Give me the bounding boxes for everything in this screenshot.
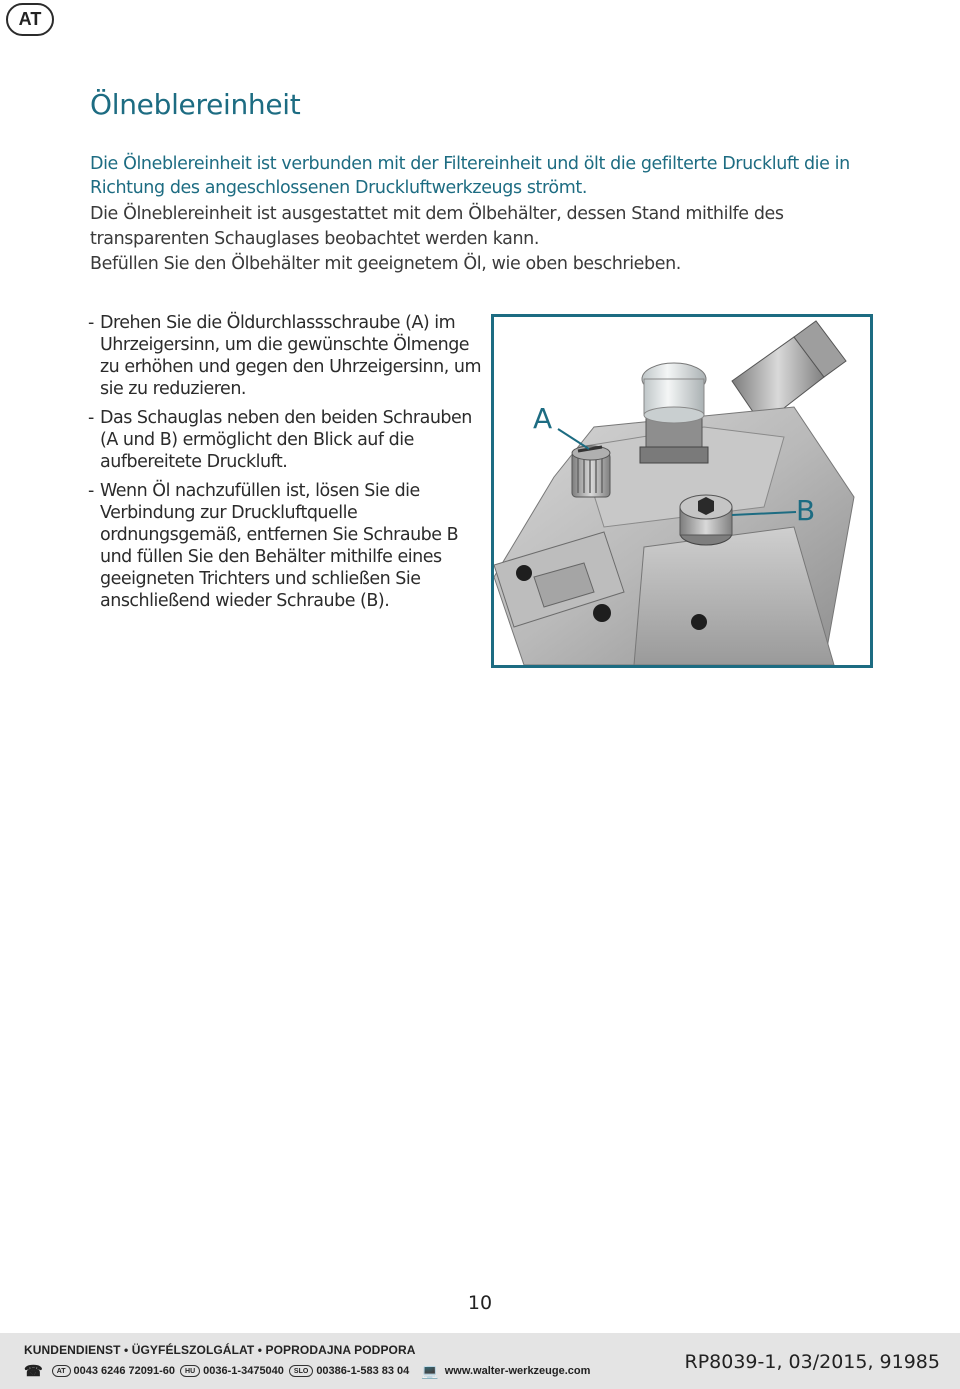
footer-heading: KUNDENDIENST • ÜGYFÉLSZOLGÁLAT • POPRODAJNA PODPORA [24,1343,416,1357]
intro-paragraph: Befüllen Sie den Ölbehälter mit geeignetem Öl, wie oben beschrieben. [90,254,681,274]
instruction-text: Wenn Öl nachzufüllen ist, lösen Sie die Verbindung zur Druckluftquelle ordnungsgemäß, entfernen Sie Schraube B und füllen Sie den Behälter mithilfe eines geeigneten Trichters und schließen Sie anschließend wieder Schraube (B). [100,481,459,611]
phone-number: 00386-1-583 83 04 [316,1365,410,1377]
country-badge: AT [52,1365,71,1377]
callout-label-a: A [533,402,553,435]
intro-paragraph: Die Ölneblereinheit ist ausgestattet mit dem Ölbehälter, dessen Stand mithilfe des transparenten Schauglases beobachtet werden kann. [90,204,784,249]
lubricator-photo [491,314,873,668]
footer-bar [0,1333,960,1389]
language-badge: AT [6,3,54,36]
page-title: Ölneblereinheit [90,88,301,121]
lubricator-illustration [494,317,870,665]
instruction-list [88,312,483,619]
list-dash: - [88,481,94,501]
telephone-icon: ☎ [24,1363,43,1380]
document-reference: RP8039-1, 03/2015, 91985 [684,1351,940,1373]
phone-number: 0036-1-3475040 [203,1365,284,1377]
phone-number: 0043 6246 72091-60 [73,1365,176,1377]
list-dash: - [88,313,94,333]
country-badge: SLO [289,1365,313,1377]
instruction-item [88,407,483,473]
intro-highlight: Die Ölneblereinheit ist verbunden mit der Filtereinheit und ölt die gefilterte Druckluft die in Richtung des angeschlossenen Druckluftwerkzeugs strömt. [90,154,850,198]
instruction-item [88,312,483,400]
instruction-text: Das Schauglas neben den beiden Schrauben (A und B) ermöglicht den Blick auf die aufbereitete Druckluft. [100,408,472,472]
page-number: 10 [467,1292,493,1314]
contact-line [24,1362,590,1380]
intro-text [90,202,890,277]
callout-label-b: B [796,494,816,527]
list-dash: - [88,408,94,428]
instruction-text: Drehen Sie die Öldurchlassschraube (A) im Uhrzeigersinn, um die gewünschte Ölmenge zu erhöhen und gegen den Uhrzeigersinn, um sie zu reduzieren. [100,313,481,399]
website-link[interactable]: www.walter-werkzeuge.com [444,1365,591,1377]
instruction-item [88,480,483,612]
country-badge: HU [180,1365,200,1377]
computer-icon: 💻 [421,1362,439,1379]
